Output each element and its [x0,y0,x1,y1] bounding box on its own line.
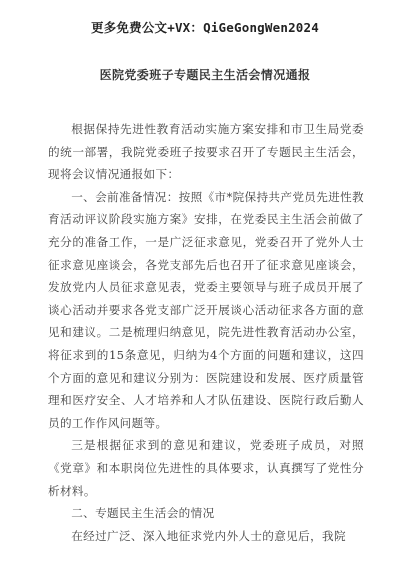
paragraph-analysis-material: 三是根据征求到的意见和建议，党委班子成员，对照《党章》和本职岗位先进性的具体要求，认真撰写了党性分析材料。 [48,438,364,498]
promo-header: 更多免费公文+VX：QiGeGongWen2024 [91,20,319,35]
section-heading-meeting: 二、专题民主生活会的情况 [71,506,215,521]
document-title: 医院党委班子专题民主生活会情况通报 [99,68,311,82]
paragraph-meeting: 在经过广泛、深入地征求党内外人士的意见后，我院 [71,528,346,543]
paragraph-preparation: 一、会前准备情况：按照《市*院保持共产党员先进性教育活动评议阶段实施方案》安排，在党委民主生活会前做了充分的准备工作，一是广泛征求意见，党委召开了党外人士征求意见座谈会，各党支部先后也召开了征求意见座谈会，发放党内人员征求意见表，党委主要领导与班子成员开展了谈心活动并要求各党支部广泛开展谈心活动征求各方面的意见和建议。二是梳理归纳意见，院先进性教育活动办公室，将征求到的15条意见，归纳为4个方面的问题和建议，这四个方面的意见和建议分别为：医院建设和发展、医疗质量管理和医疗安全、人才培养和人才队伍建设、医院行政后勤人员的工作作风问题等。 [48,189,364,430]
document-body [48,118,364,547]
paragraph-intro: 根据保持先进性教育活动实施方案安排和市卫生局党委的统一部署，我院党委班子按要求召开了专题民主生活会，现将会议情况通报如下： [48,122,364,182]
